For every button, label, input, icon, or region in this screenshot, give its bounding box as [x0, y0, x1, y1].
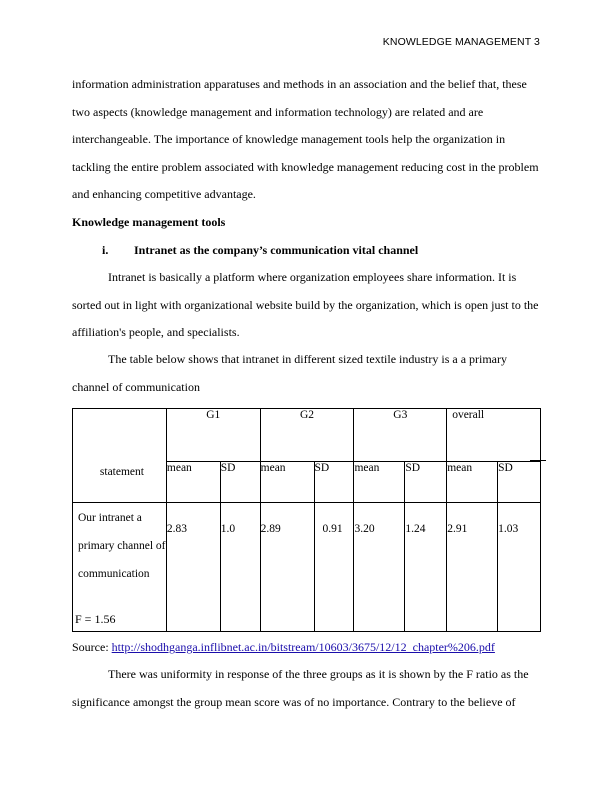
overall-mean-value: 2.91: [447, 503, 498, 632]
paragraph-discussion: There was uniformity in response of the three groups as it is shown by the F ratio as the significance amongst the group mean score was of no importance. Contrary to the believe of: [72, 667, 529, 709]
subsection-heading: [72, 237, 418, 263]
statistics-table: [72, 408, 541, 632]
source-line: [72, 640, 495, 655]
group-g2: G2: [260, 409, 354, 462]
g2-sd-value: 0.91: [314, 503, 354, 632]
g2-mean-value: 2.89: [260, 503, 314, 632]
subsection-title: Intranet as the company’s communication vital channel: [134, 243, 419, 257]
table-row: [73, 503, 541, 632]
group-header-row: [73, 409, 541, 462]
f-ratio: F = 1.56: [75, 612, 116, 626]
statement-header: statement: [73, 409, 167, 503]
g1-mean-header: mean: [166, 462, 220, 503]
overall-sd-header: SD: [498, 462, 541, 503]
g3-sd-value: 1.24: [405, 503, 447, 632]
paragraph-intro: information administration apparatuses and methods in an association and the belief that, these two aspects (knowledge management and information technology) are related and are interchangeable. The importance of knowledge management tools help the organization in tackling the entire problem associated with knowledge management reducing cost in the problem and enhancing competitive advantage.: [72, 77, 539, 201]
group-g3: G3: [354, 409, 447, 462]
section-heading: Knowledge management tools: [72, 215, 226, 229]
table-border-overhang: [530, 460, 546, 461]
paragraph-intranet: Intranet is basically a platform where organization employees share information. It is sorted out in light with organizational website build by the organization, which is open just to the affiliation's people, and specialists.: [72, 270, 539, 339]
running-head: KNOWLEDGE MANAGEMENT 3: [382, 36, 540, 48]
source-link[interactable]: http://shodhganga.inflibnet.ac.in/bitstream/10603/3675/12/12_chapter%206.pdf: [111, 640, 495, 654]
g1-mean-value: 2.83: [166, 503, 220, 632]
group-g1: G1: [166, 409, 260, 462]
g3-mean-header: mean: [354, 462, 405, 503]
statement-cell: Our intranet a primary channel of communication: [73, 503, 167, 632]
paragraph-table-intro: The table below shows that intranet in different sized textile industry is a a primary channel of communication: [72, 352, 507, 394]
g2-mean-header: mean: [260, 462, 314, 503]
subsection-number: i.: [102, 243, 109, 257]
g3-sd-header: SD: [405, 462, 447, 503]
overall-sd-value: 1.03: [498, 503, 541, 632]
group-overall: overall: [447, 409, 541, 462]
g3-mean-value: 3.20: [354, 503, 405, 632]
source-label: Source:: [72, 640, 112, 654]
g1-sd-header: SD: [220, 462, 260, 503]
g2-sd-header: SD: [314, 462, 354, 503]
g1-sd-value: 1.0: [220, 503, 260, 632]
overall-mean-header: mean: [447, 462, 498, 503]
